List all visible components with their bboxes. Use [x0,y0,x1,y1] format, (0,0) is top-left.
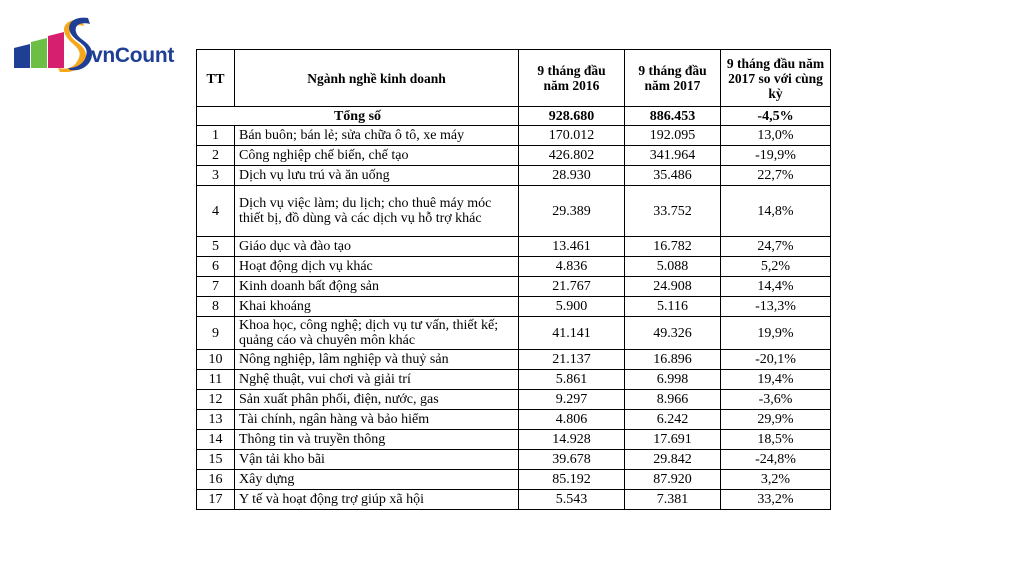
row-tt: 3 [197,166,235,186]
row-sector-name: Giáo dục và đào tạo [235,237,519,257]
row-value-2016: 4.836 [519,257,625,277]
row-value-2017: 192.095 [625,126,721,146]
row-value-2016: 4.806 [519,410,625,430]
row-change: -19,9% [721,146,831,166]
row-tt: 4 [197,186,235,237]
row-value-2016: 21.767 [519,277,625,297]
row-tt: 1 [197,126,235,146]
header-sector: Ngành nghề kinh doanh [235,50,519,107]
table-row [197,410,831,430]
row-change: 18,5% [721,430,831,450]
row-change: 29,9% [721,410,831,430]
row-value-2017: 33.752 [625,186,721,237]
row-tt: 8 [197,297,235,317]
row-sector-name: Dịch vụ việc làm; du lịch; cho thuê máy móc thiết bị, đồ dùng và các dịch vụ hỗ trợ khác [235,186,519,237]
row-tt: 6 [197,257,235,277]
row-tt: 12 [197,390,235,410]
row-value-2016: 5.543 [519,490,625,510]
table-row [197,470,831,490]
table-row [197,450,831,470]
row-tt: 14 [197,430,235,450]
row-sector-name: Sản xuất phân phối, điện, nước, gas [235,390,519,410]
table-row [197,186,831,237]
row-value-2016: 29.389 [519,186,625,237]
total-2017: 886.453 [625,107,721,126]
row-sector-name: Tài chính, ngân hàng và bảo hiểm [235,410,519,430]
row-sector-name: Nghệ thuật, vui chơi và giải trí [235,370,519,390]
row-sector-name: Dịch vụ lưu trú và ăn uống [235,166,519,186]
table-row [197,257,831,277]
row-tt: 10 [197,350,235,370]
row-value-2017: 29.842 [625,450,721,470]
row-value-2017: 24.908 [625,277,721,297]
row-change: 24,7% [721,237,831,257]
table-row [197,166,831,186]
row-value-2017: 35.486 [625,166,721,186]
row-value-2016: 41.141 [519,317,625,350]
table-total-row [197,107,831,126]
row-change: 14,4% [721,277,831,297]
table-row [197,430,831,450]
row-value-2017: 8.966 [625,390,721,410]
table-row [197,237,831,257]
row-change: 33,2% [721,490,831,510]
row-sector-name: Vận tải kho bãi [235,450,519,470]
row-sector-name: Y tế và hoạt động trợ giúp xã hội [235,490,519,510]
header-tt: TT [197,50,235,107]
table-row [197,370,831,390]
row-change: -3,6% [721,390,831,410]
table-row [197,277,831,297]
row-value-2016: 426.802 [519,146,625,166]
header-change: 9 tháng đầu năm 2017 so với cùng kỳ [721,50,831,107]
table-row [197,126,831,146]
table-row [197,390,831,410]
row-value-2017: 341.964 [625,146,721,166]
row-value-2016: 170.012 [519,126,625,146]
table-header-row [197,50,831,107]
row-change: -13,3% [721,297,831,317]
row-change: 13,0% [721,126,831,146]
row-value-2016: 21.137 [519,350,625,370]
table-row [197,490,831,510]
row-value-2016: 14.928 [519,430,625,450]
row-sector-name: Công nghiệp chế biến, chế tạo [235,146,519,166]
row-value-2016: 5.861 [519,370,625,390]
row-tt: 11 [197,370,235,390]
row-sector-name: Khai khoáng [235,297,519,317]
total-change: -4,5% [721,107,831,126]
row-value-2017: 7.381 [625,490,721,510]
row-value-2017: 16.782 [625,237,721,257]
row-value-2017: 5.116 [625,297,721,317]
row-tt: 13 [197,410,235,430]
row-tt: 2 [197,146,235,166]
table-row [197,317,831,350]
total-label: Tổng số [197,107,519,126]
row-change: 14,8% [721,186,831,237]
row-change: 5,2% [721,257,831,277]
row-value-2016: 9.297 [519,390,625,410]
row-tt: 9 [197,317,235,350]
row-change: 19,9% [721,317,831,350]
row-sector-name: Khoa học, công nghệ; dịch vụ tư vấn, thiết kế; quảng cáo và chuyên môn khác [235,317,519,350]
row-change: -24,8% [721,450,831,470]
header-2016: 9 tháng đầu năm 2016 [519,50,625,107]
row-value-2017: 16.896 [625,350,721,370]
row-value-2017: 17.691 [625,430,721,450]
row-tt: 5 [197,237,235,257]
row-value-2016: 5.900 [519,297,625,317]
row-sector-name: Thông tin và truyền thông [235,430,519,450]
table-row [197,297,831,317]
logo-text: vnCount [91,44,175,67]
row-value-2017: 6.242 [625,410,721,430]
table-row [197,146,831,166]
row-value-2017: 6.998 [625,370,721,390]
row-sector-name: Nông nghiệp, lâm nghiệp và thuỷ sản [235,350,519,370]
row-change: 22,7% [721,166,831,186]
business-sector-table [196,49,831,510]
row-value-2016: 13.461 [519,237,625,257]
logo-mark-icon [14,16,94,72]
table-row [197,350,831,370]
total-2016: 928.680 [519,107,625,126]
row-value-2016: 28.930 [519,166,625,186]
row-value-2016: 85.192 [519,470,625,490]
row-value-2017: 87.920 [625,470,721,490]
row-sector-name: Hoạt động dịch vụ khác [235,257,519,277]
row-tt: 17 [197,490,235,510]
row-value-2016: 39.678 [519,450,625,470]
row-value-2017: 5.088 [625,257,721,277]
row-tt: 7 [197,277,235,297]
row-sector-name: Kinh doanh bất động sản [235,277,519,297]
row-value-2017: 49.326 [625,317,721,350]
row-sector-name: Xây dựng [235,470,519,490]
row-change: 3,2% [721,470,831,490]
row-change: 19,4% [721,370,831,390]
header-2017: 9 tháng đầu năm 2017 [625,50,721,107]
row-tt: 15 [197,450,235,470]
row-change: -20,1% [721,350,831,370]
row-tt: 16 [197,470,235,490]
row-sector-name: Bán buôn; bán lẻ; sửa chữa ô tô, xe máy [235,126,519,146]
